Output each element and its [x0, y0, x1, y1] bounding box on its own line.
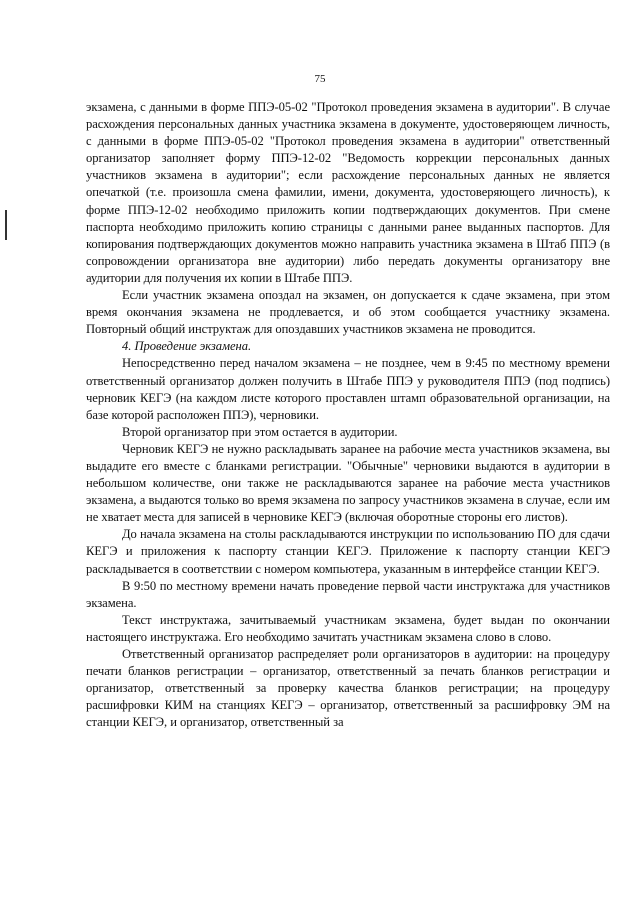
- paragraph-second-organizer: Второй организатор при этом остается в аудитории.: [122, 424, 398, 439]
- paragraph-drafts: Черновик КЕГЭ не нужно раскладывать заранее на рабочие места участников экзамена, вы выдадите его вместе с бланками регистрации. "Обычные" черновики выдаются в аудитории в небольшом количестве, они также не раскладываются заранее на рабочие места участников экзамена, а выдаются только во время экзамена по запросу участников экзамена в случае, если им не хватает места для записей в черновике КЕГЭ (включая оборотные стороны его листов).: [86, 441, 610, 525]
- paragraph-briefing-text: Текст инструктажа, зачитываемый участникам экзамена, будет выдан по окончании настоящего инструктажа. Его необходимо зачитать участникам экзамена слово в слово.: [86, 612, 610, 644]
- paragraph-before-exam: Непосредственно перед началом экзамена – не позднее, чем в 9:45 по местному времени ответственный организатор должен получить в Штабе ППЭ у руководителя ППЭ (под подпись) черновик КЕГЭ (на каждом листе которого проставлен штамп образовательной организации, на базе которой расположен ППЭ), черновики.: [86, 356, 610, 422]
- page-number: 75: [314, 73, 326, 85]
- body-text: [86, 99, 610, 731]
- paragraph-late-arrival: Если участник экзамена опоздал на экзамен, он допускается к сдаче экзамена, при этом время окончания экзамена не продлевается, и об этом сообщается участнику экзамена. Повторный общий инструктаж для опоздавших участников экзамена не проводится.: [86, 288, 610, 337]
- section-heading: 4. Проведение экзамена.: [122, 339, 252, 354]
- paragraph-instructions: До начала экзамена на столы раскладываются инструкции по использованию ПО для сдачи КЕГЭ и приложения к паспорту станции КЕГЭ. Приложение к паспорту станции КЕГЭ раскладывается в соответствии с номером компьютера, указанным в интерфейсе станции КЕГЭ.: [86, 527, 610, 576]
- margin-mark: [5, 210, 7, 240]
- paragraph-briefing-start: В 9:50 по местному времени начать проведение первой части инструктажа для участников экзамена.: [86, 578, 610, 610]
- paragraph-continuation: экзамена, с данными в форме ППЭ-05-02 "Протокол проведения экзамена в аудитории". В случае расхождения персональных данных участника экзамена в документе, удостоверяющем личность, с данными в форме ППЭ-05-02 "Протокол проведения экзамена в аудитории" ответственный организатор заполняет форму ППЭ-12-02 "Ведомость коррекции персональных данных участников экзамена в аудитории"; если расхождение персональных данных не является опечаткой (т.е. произошла смена фамилии, имени, документа, удостоверяющего личность), к форме ППЭ-12-02 необходимо приложить копии подтверждающих документов. При смене паспорта необходимо приложить копию страницы с данными ранее выданных паспортов. Для копирования подтверждающих документов можно направить участника экзамена в Штаб ППЭ (в сопровождении организатора вне аудитории) либо передать документы организатору вне аудитории для получения их копии в Штабе ППЭ.: [86, 100, 610, 285]
- paragraph-roles: Ответственный организатор распределяет роли организаторов в аудитории: на процедуру печати бланков регистрации – организатор, ответственный за печать бланков регистрации и организатор, ответственный за проверку качества бланков регистрации; на процедуру расшифровки КИМ на станциях КЕГЭ – организатор, ответственный за расшифровку ЭМ на станции КЕГЭ, и организатор, ответственный за: [86, 647, 610, 730]
